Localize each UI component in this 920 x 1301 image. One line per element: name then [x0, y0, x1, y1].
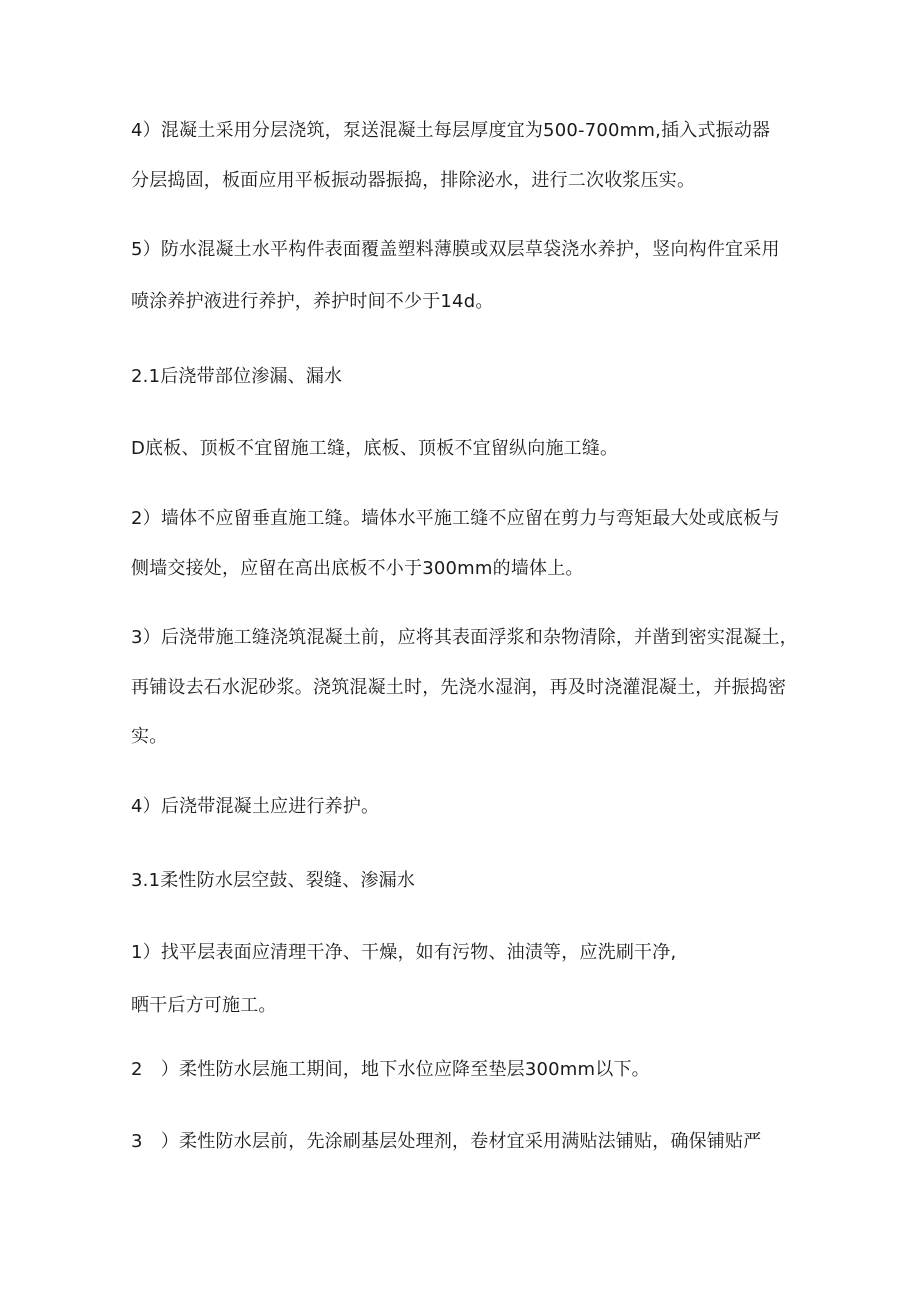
text-line: 2 ）柔性防水层施工期间，地下水位应降至垫层300mm以下。	[131, 1059, 650, 1080]
text-line: 3 ）柔性防水层前，先涂刷基层处理剂，卷材宜采用满贴法铺贴，确保铺贴严	[131, 1131, 762, 1152]
text-line: 分层捣固，板面应用平板振动器振捣，排除泌水，进行二次收浆压实。	[131, 170, 696, 191]
text-line: 2）墙体不应留垂直施工缝。墙体水平施工缝不应留在剪力与弯矩最大处或底板与	[131, 508, 780, 529]
text-line: 再铺设去石水泥砂浆。浇筑混凝土时，先浇水湿润，再及时浇灌混凝土，并振捣密	[131, 677, 787, 698]
section-heading: 3.1柔性防水层空鼓、裂缝、渗漏水	[131, 870, 416, 891]
text-line: 侧墙交接处，应留在高出底板不小于300mm的墙体上。	[131, 558, 584, 579]
text-line: 实。	[131, 726, 168, 747]
text-line: 3）后浇带施工缝浇筑混凝土前，应将其表面浮浆和杂物清除，并凿到密实混凝土，	[131, 627, 798, 648]
text-line: 1）找平层表面应清理干净、干燥，如有污物、油渍等，应洗刷干净,	[131, 942, 677, 963]
text-line: 4）后浇带混凝土应进行养护。	[131, 796, 380, 817]
text-line: 晒干后方可施工。	[131, 995, 277, 1016]
text-line: 4）混凝土采用分层浇筑，泵送混凝土每层厚度宜为500-700mm,插入式振动器	[131, 120, 771, 141]
text-line: 5）防水混凝土水平构件表面覆盖塑料薄膜或双层草袋浇水养护，竖向构件宜采用	[131, 239, 780, 260]
section-heading: 2.1后浇带部位渗漏、漏水	[131, 366, 343, 387]
text-line: 喷涂养护液进行养护，养护时间不少于14d。	[131, 291, 494, 312]
text-line: D底板、顶板不宜留施工缝，底板、顶板不宜留纵向施工缝。	[131, 438, 619, 459]
